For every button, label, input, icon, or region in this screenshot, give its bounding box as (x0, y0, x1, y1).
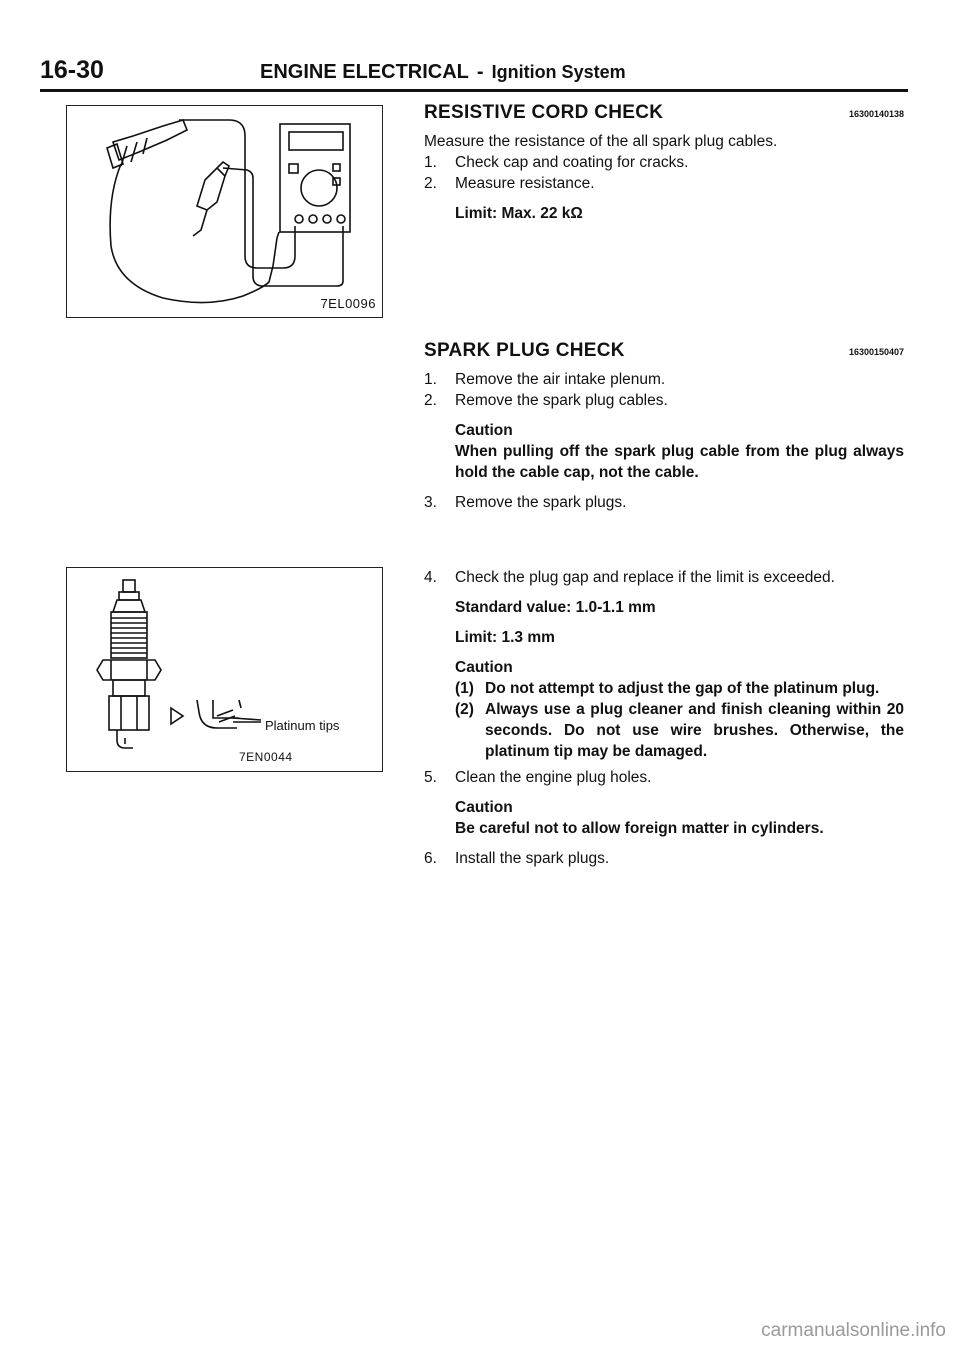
caution-label: Caution (455, 659, 513, 676)
caution-item: (2) Always use a plug cleaner and finish cleaning within 20 seconds. Do not use wire brushes. Otherwise, the platinum tip may be damaged. (455, 701, 904, 760)
resistive-cord-check-section (424, 102, 904, 224)
figure-code: 7EN0044 (239, 750, 293, 764)
page-number: 16-30 (40, 56, 104, 84)
ohmmeter-illustration (67, 106, 384, 319)
header-title (260, 61, 626, 84)
section-title: RESISTIVE CORD CHECK (424, 102, 664, 123)
caution-item: (1) Do not attempt to adjust the gap of the platinum plug. (455, 680, 880, 697)
section-code: 16300140138 (848, 109, 904, 119)
section-title: SPARK PLUG CHECK (424, 340, 625, 361)
page-header (40, 52, 908, 88)
intro-text: Measure the resistance of the all spark plug cables. (424, 133, 778, 150)
platinum-tips-label: Platinum tips (265, 718, 340, 733)
spark-plug-check-section (424, 340, 904, 513)
limit-value: Limit: 1.3 mm (455, 629, 555, 646)
caution-text: Be careful not to allow foreign matter in cylinders. (455, 820, 824, 837)
step-item: 6. Install the spark plugs. (424, 850, 610, 867)
step-item: 3. Remove the spark plugs. (424, 494, 627, 511)
section-subtitle: Ignition System (491, 62, 626, 82)
caution-text: When pulling off the spark plug cable from the plug always hold the cable cap, not the cable. (455, 443, 904, 481)
spark-plug-check-continued (424, 567, 904, 869)
step-item: 1. Remove the air intake plenum. (424, 371, 666, 388)
section-code: 16300150407 (848, 347, 904, 357)
step-item: 5. Clean the engine plug holes. (424, 769, 652, 786)
step-item: 2. Remove the spark plug cables. (424, 392, 668, 409)
chapter-title: ENGINE ELECTRICAL (260, 61, 469, 83)
caution-label: Caution (455, 799, 513, 816)
watermark: carmanualsonline.info (761, 1320, 946, 1341)
step-item: 1. Check cap and coating for cracks. (424, 154, 689, 171)
spark-plug-illustration (67, 568, 384, 773)
spark-plug-figure (66, 567, 383, 772)
step-item: 2. Measure resistance. (424, 175, 595, 192)
standard-value: Standard value: 1.0-1.1 mm (455, 599, 656, 616)
caution-label: Caution (455, 422, 513, 439)
step-item: 4. Check the plug gap and replace if the limit is exceeded. (424, 569, 835, 586)
header-separator: - (476, 61, 484, 83)
resistive-cord-figure (66, 105, 383, 318)
figure-code: 7EL0096 (320, 296, 376, 311)
limit-value: Limit: Max. 22 kΩ (455, 205, 583, 222)
header-rule (40, 89, 908, 92)
